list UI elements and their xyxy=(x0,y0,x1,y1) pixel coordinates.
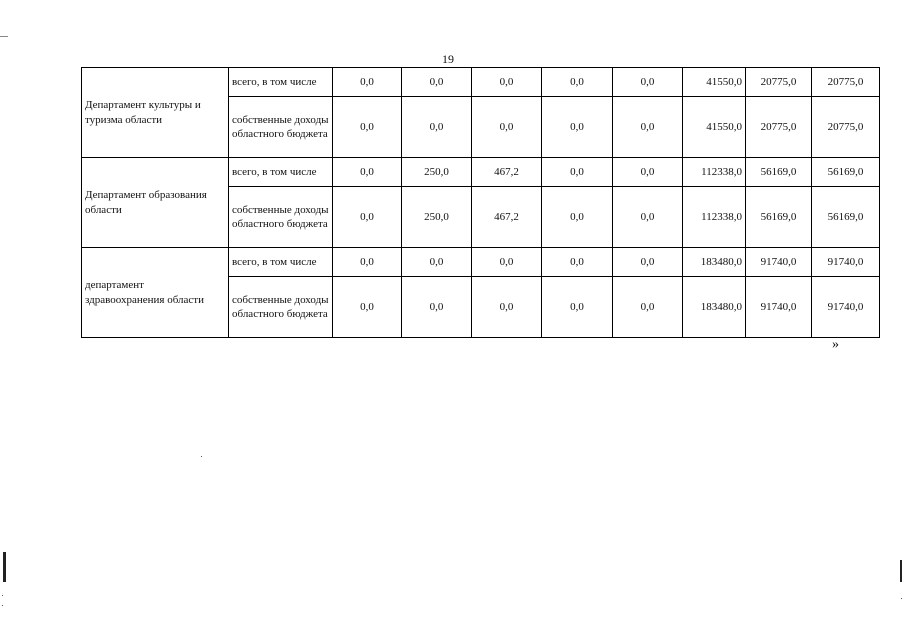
value-cell: 467,2 xyxy=(472,158,542,187)
value-cell: 0,0 xyxy=(333,248,402,277)
value-cell: 56169,0 xyxy=(746,187,812,248)
value-cell: 91740,0 xyxy=(812,277,880,338)
value-cell: 91740,0 xyxy=(812,248,880,277)
value-cell: 0,0 xyxy=(333,68,402,97)
value-cell: 0,0 xyxy=(613,248,683,277)
value-cell: 467,2 xyxy=(472,187,542,248)
value-cell: 0,0 xyxy=(542,277,613,338)
value-cell: 20775,0 xyxy=(746,97,812,158)
category-label: собственные доходы областного бюджета xyxy=(229,187,333,248)
value-cell: 0,0 xyxy=(542,68,613,97)
value-cell: 0,0 xyxy=(402,97,472,158)
value-cell: 0,0 xyxy=(472,97,542,158)
table-row xyxy=(82,68,880,97)
category-label: всего, в том числе xyxy=(229,68,333,97)
department-name: департамент здравоохранения области xyxy=(82,248,229,338)
value-cell: 0,0 xyxy=(613,97,683,158)
category-label: собственные доходы областного бюджета xyxy=(229,97,333,158)
value-cell: 112338,0 xyxy=(683,187,746,248)
value-cell: 20775,0 xyxy=(746,68,812,97)
value-cell: 0,0 xyxy=(542,187,613,248)
value-cell: 0,0 xyxy=(542,97,613,158)
value-cell: 0,0 xyxy=(472,248,542,277)
category-label: всего, в том числе xyxy=(229,248,333,277)
scan-dot xyxy=(2,595,3,596)
value-cell: 0,0 xyxy=(402,68,472,97)
value-cell: 183480,0 xyxy=(683,277,746,338)
value-cell: 0,0 xyxy=(402,248,472,277)
value-cell: 56169,0 xyxy=(746,158,812,187)
value-cell: 0,0 xyxy=(472,68,542,97)
value-cell: 0,0 xyxy=(542,158,613,187)
top-left-margin-mark xyxy=(0,36,8,37)
value-cell: 112338,0 xyxy=(683,158,746,187)
value-cell: 0,0 xyxy=(613,68,683,97)
department-name: Департамент образования области xyxy=(82,158,229,248)
closing-quote: » xyxy=(832,337,839,352)
value-cell: 183480,0 xyxy=(683,248,746,277)
value-cell: 91740,0 xyxy=(746,277,812,338)
value-cell: 0,0 xyxy=(472,277,542,338)
scan-dot xyxy=(2,605,3,606)
category-label: всего, в том числе xyxy=(229,158,333,187)
value-cell: 0,0 xyxy=(333,277,402,338)
value-cell: 250,0 xyxy=(402,187,472,248)
category-label: собственные доходы областного бюджета xyxy=(229,277,333,338)
table-row xyxy=(82,248,880,277)
value-cell: 56169,0 xyxy=(812,187,880,248)
value-cell: 0,0 xyxy=(333,97,402,158)
value-cell: 0,0 xyxy=(402,277,472,338)
value-cell: 0,0 xyxy=(542,248,613,277)
budget-table xyxy=(81,67,880,338)
right-margin-mark xyxy=(900,560,902,582)
value-cell: 0,0 xyxy=(333,158,402,187)
left-margin-mark xyxy=(3,552,6,582)
value-cell: 0,0 xyxy=(613,158,683,187)
value-cell: 0,0 xyxy=(613,187,683,248)
value-cell: 56169,0 xyxy=(812,158,880,187)
table-row xyxy=(82,158,880,187)
department-name: Департамент культуры и туризма области xyxy=(82,68,229,158)
value-cell: 41550,0 xyxy=(683,97,746,158)
scan-dot xyxy=(201,456,202,457)
value-cell: 20775,0 xyxy=(812,97,880,158)
value-cell: 41550,0 xyxy=(683,68,746,97)
scan-dot xyxy=(901,598,902,599)
value-cell: 91740,0 xyxy=(746,248,812,277)
value-cell: 0,0 xyxy=(333,187,402,248)
page-number: 19 xyxy=(442,52,454,66)
value-cell: 250,0 xyxy=(402,158,472,187)
value-cell: 0,0 xyxy=(613,277,683,338)
value-cell: 20775,0 xyxy=(812,68,880,97)
